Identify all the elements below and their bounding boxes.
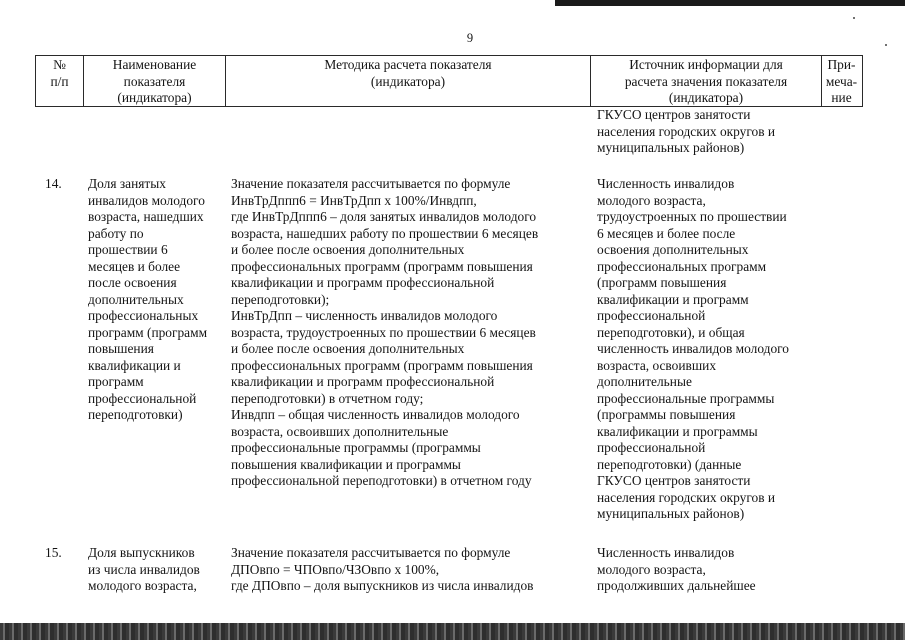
header-source: Источник информации для расчета значения показателя (индикатора): [624, 57, 788, 105]
row-method: Значение показателя рассчитывается по формуле ДПОвпо = ЧПОвпо/ЧЗОвпо х 100%, где ДПОвпо – доля выпускников из числа инвалидов: [231, 545, 534, 593]
header-note: При- меча- ние: [825, 57, 858, 105]
page-number: 9: [466, 31, 474, 45]
row-method: Значение показателя рассчитывается по формуле ИнвТрДппп6 = ИнвТрДпп х 100%/Инвдпп, где ИнвТрДппп6 – доля занятых инвалидов молодого возраста, нашедших работу по прошествии 6 месяцев и более после освоения дополнительных профессиональных программ (программ повышения квалификации и программ профессиональной переподготовки); ИнвТрДпп – численность инвалидов молодого возраста, трудоустроенных по прошествии 6 месяцев и более после освоения дополнительных профессиональных программ (программ повышения квалификации и программ профессиональной переподготовки) в отчетном году; Инвдпп – общая численность инвалидов молодого возраста, освоивших дополнительные профессиональные программы (программы повышения квалификации и программы профессиональной переподготовки) в отчетном году: [231, 176, 539, 488]
scan-edge-bottom: [0, 623, 905, 640]
header-name: Наименование показателя (индикатора): [112, 57, 197, 105]
scan-edge-top: [555, 0, 905, 6]
header-method: Методика расчета показателя (индикатора): [324, 57, 492, 89]
header-num: № п/п: [50, 57, 69, 89]
scan-speck: [853, 17, 855, 19]
row-name: Доля выпускников из числа инвалидов молодого возраста,: [88, 545, 200, 593]
row-source: Численность инвалидов молодого возраста, продолживших дальнейшее: [597, 545, 756, 593]
row-name: Доля занятых инвалидов молодого возраста, нашедших работу по прошествии 6 месяцев и более после освоения дополнительных профессиональных программ (программ повышения квалификации и программ профессиональной переподготовки): [88, 176, 208, 422]
carryover-source: ГКУСО центров занятости населения городских округов и муниципальных районов): [597, 107, 776, 155]
row-source: Численность инвалидов молодого возраста, трудоустроенных по прошествии 6 месяцев и более после освоения дополнительных профессиональных программ (программ повышения квалификации и программ профессиональной переподготовки), и общая численность инвалидов молодого возраста, освоивших дополнительные профессиональные программы (программы повышения квалификации и программы профессиональной переподготовки) (данные ГКУСО центров занятости населения городских округов и муниципальных районов): [597, 176, 789, 521]
row-number: 15.: [45, 545, 62, 560]
row-number: 14.: [45, 176, 62, 191]
